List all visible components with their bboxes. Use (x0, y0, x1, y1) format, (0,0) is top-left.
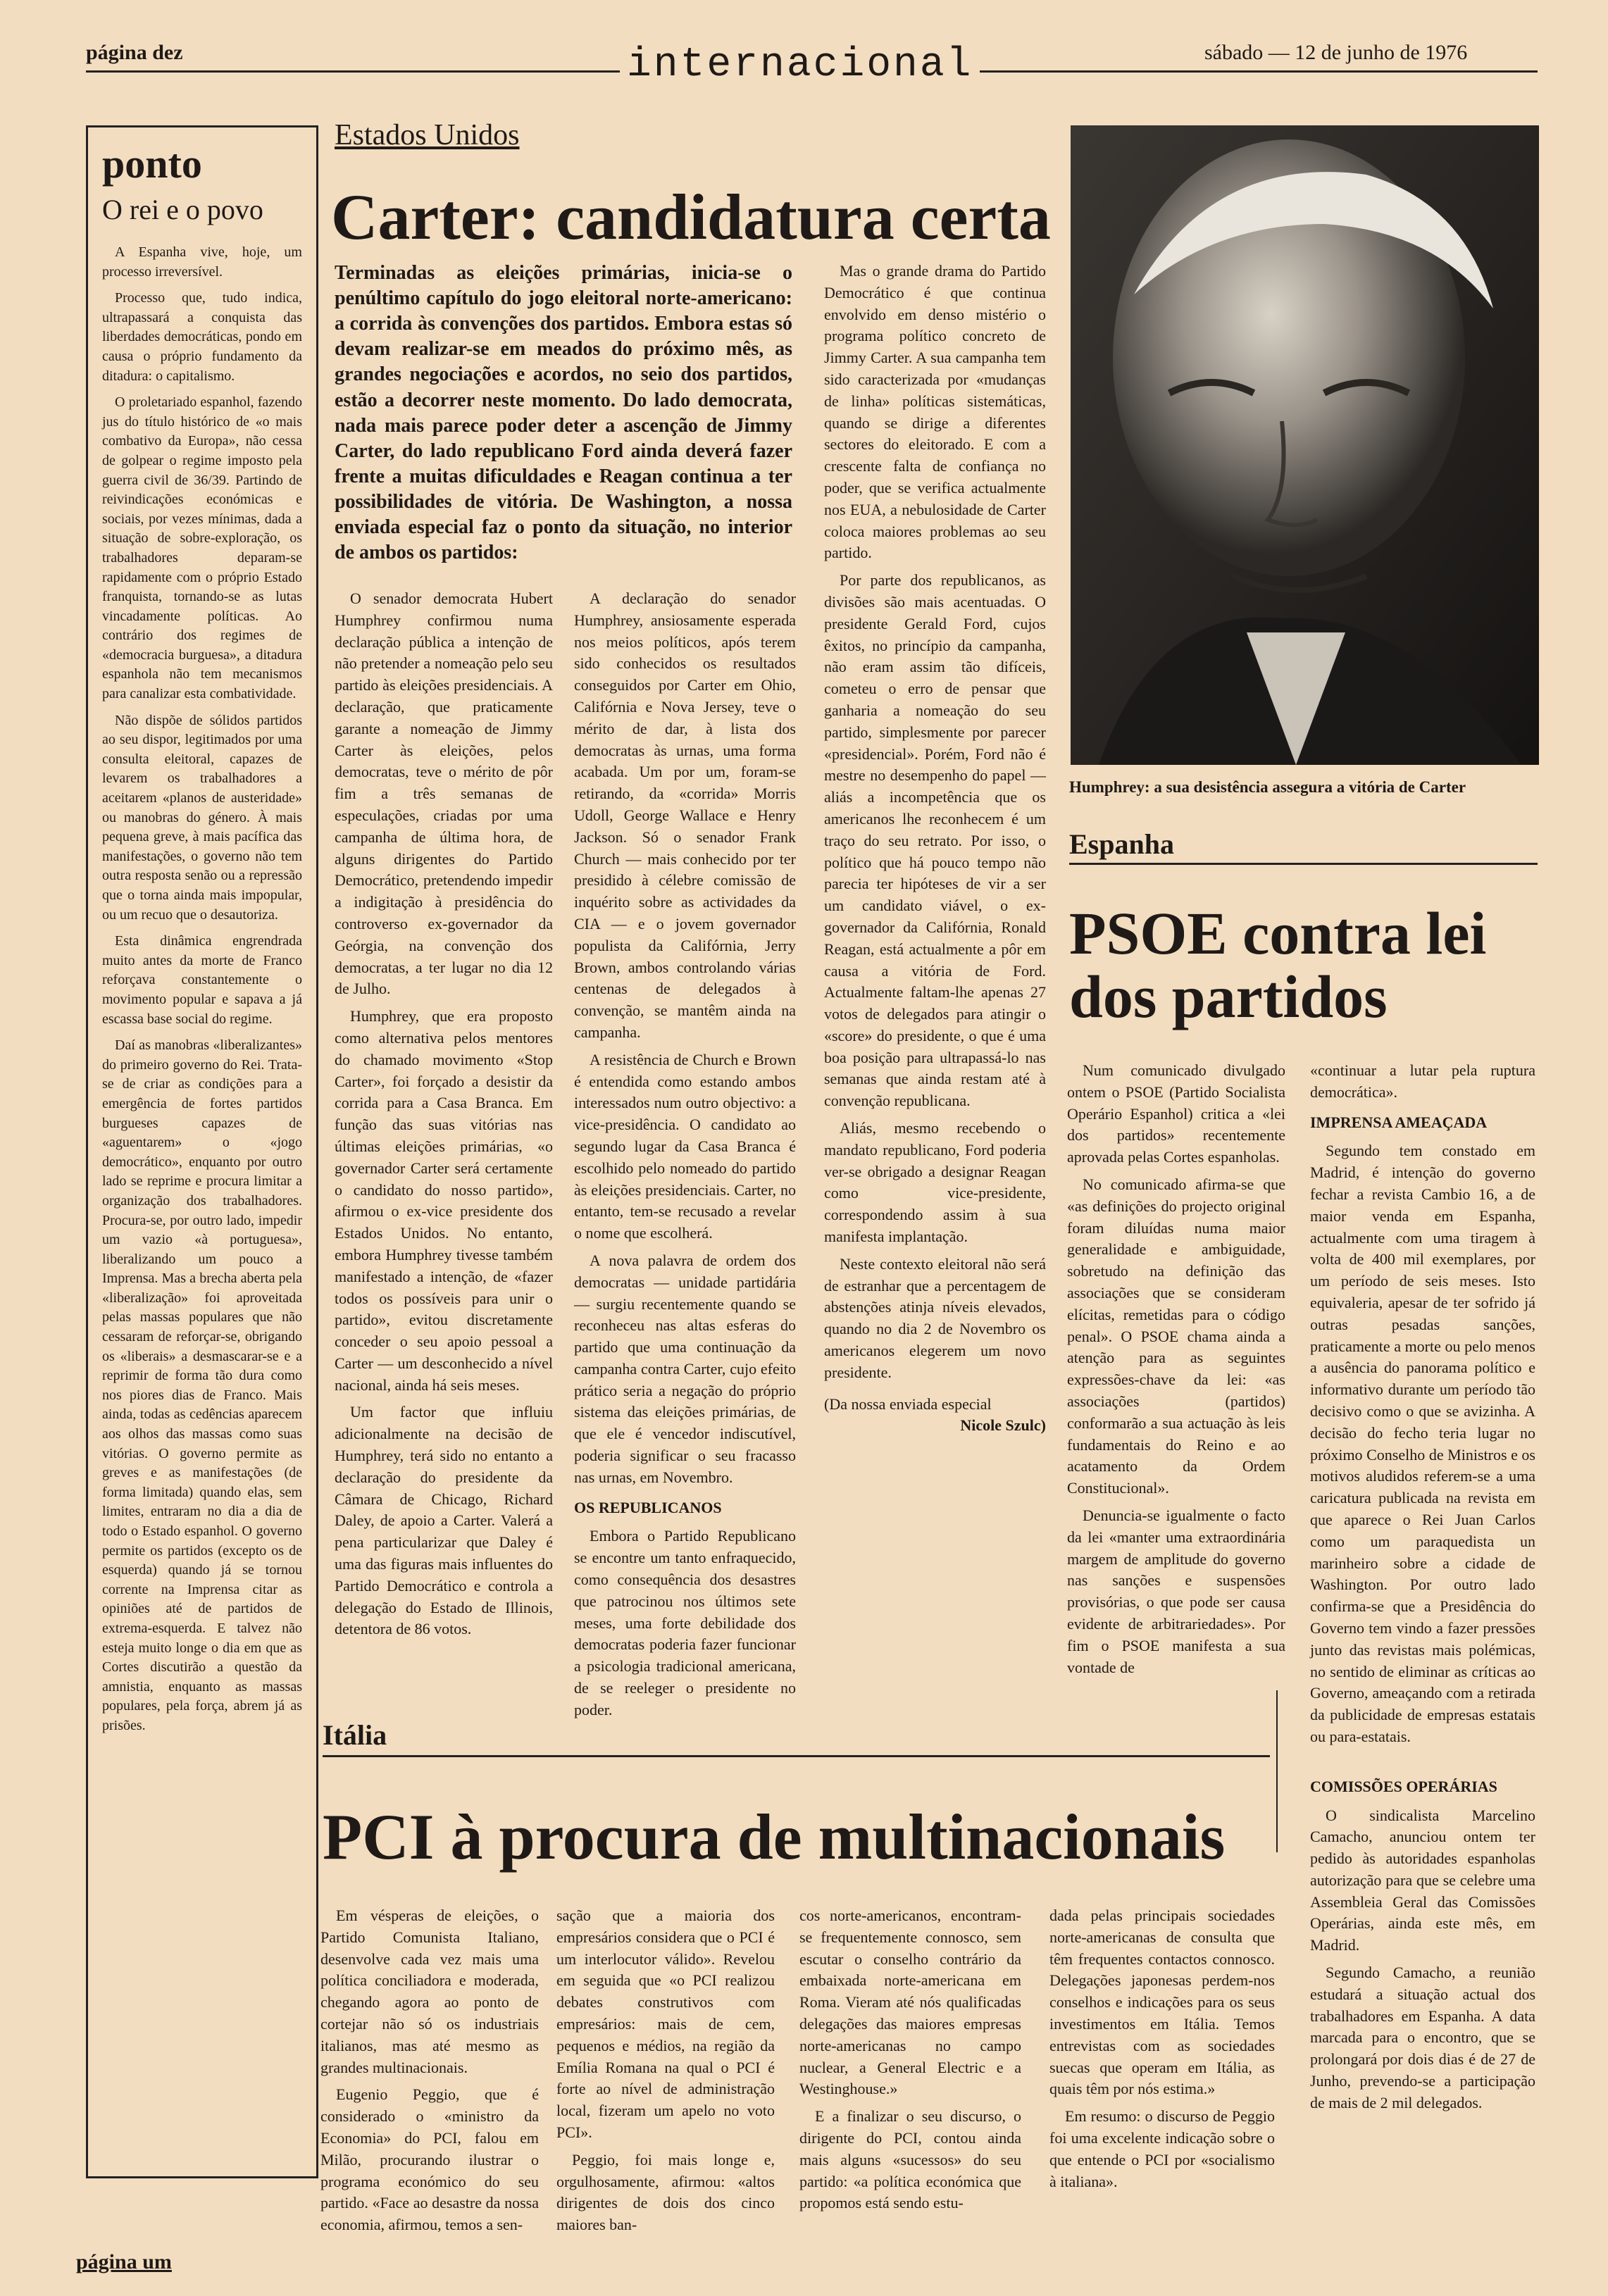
article-paragraph: Um factor que influiu adicionalmente na decisão de Humphrey, terá sido no entanto a declaração do presidente da Câmara de Chicago, Richard Daley, de apoio a Carter. Valerá a pena particularizar que Daley é uma das figuras mais influentes do Partido Democrático e controla a delegação do Estado de Illinois, detentora de 86 votos. (335, 1403, 553, 1638)
psoe-headline: PSOE contra lei dos partidos (1069, 899, 1487, 1031)
article-paragraph: Mas o grande drama do Partido Democrático é que continua envolvido em denso mistério o programa político concreto de Jimmy Carter. A sua campanha tem sido caracterizada por «mudanças de linha» políticas sistemáticas, quando se dirige a diferentes sectores do eleitorado. E com a crescente falta de confiança no poder, que se verifica actualmente nos EUA, a nebulosidade de Carter coloca maiores problemas ao seu partido. (824, 262, 1046, 562)
portrait-image (1071, 125, 1539, 765)
sidebar-ponto (86, 125, 318, 2178)
photo-caption: Humphrey: a sua desistência assegura a vitória de Carter (1069, 778, 1466, 796)
article-paragraph: O senador democrata Hubert Humphrey confirmou numa declaração pública a intenção de não pretender a nomeação pelo seu partido às eleições presidenciais. A declaração, que praticamente garante a nomeação de Jimmy Carter às eleições, pelos democratas, teve o mérito de pôr fim a três semanas de especulações, criadas por uma campanha de última hora, de alguns dirigentes do Partido Democrático, pretendendo impedir a indigitação à presidência do controverso ex-governador da Geórgia, na convenção dos democratas, a ter lugar no dia 12 de Julho. (335, 589, 553, 998)
article-paragraph: Eugenio Peggio, que é considerado o «ministro da Economia» do PCI, falou em Milão, procurando ilustrar o programa económico do seu partido. «Face ao desastre da nossa economia, afirmou, temos a sen- (320, 2085, 539, 2234)
section-heading: IMPRENSA AMEAÇADA (1310, 1113, 1488, 1131)
page-number: página dez (86, 41, 190, 65)
article-paragraph: dada pelas principais sociedades norte-americanas de consulta que têm frequentes contactos connosco. Delegações japonesas perdem-nos conselhos e indicações para os seus investimentos em Itália. Temos entrevistas com as sociedades suecas que operam em Itália, as quais têm por nós estima.» (1049, 1907, 1275, 2098)
carter-kicker: Estados Unidos (335, 119, 520, 151)
sidebar-paragraph: Não dispõe de sólidos partidos ao seu dispor, legitimados por uma consulta eleitoral, capazes de levarem os trabalhadores a aceitarem «planos de austeridade» ou manobras do género. À mais pequena greve, à mais pacífica das manifestações, o governo não tem outra resposta senão ou a repressão que o torna ainda mais impopular, ou um recuo que o desautoriza. (102, 712, 302, 923)
column-divider (1276, 1690, 1278, 1852)
article-paragraph: A resistência de Church e Brown é entendida como estando ambos interessados num outro objectivo: a vice-presidência. O candidato ao segundo lugar da Casa Branca é escolhido pelo nomeado do partido às eleições presidenciais. Carter, no entanto, tem-se recusado a revelar o nome que escolherá. (574, 1050, 796, 1242)
article-paragraph: cos norte-americanos, encontram-se frequentemente connosco, sem escutar o conselho contrário da embaixada norte-americana em Roma. Vieram até nós qualificadas delegações das maiores empresas norte-americanas no campo nuclear, a General Electric e a Westinghouse.» (799, 1907, 1021, 2098)
pci-headline: PCI à procura de multinacionais (323, 1801, 1226, 1873)
article-paragraph: Embora o Partido Republicano se encontre um tanto enfraquecido, como consequência dos desastres que patrocinou nos últimos sete meses, uma forte debilidade dos democratas poderia fazer funcionar a psicologia tradicional americana, de se reeleger o presidente no poder. (574, 1527, 796, 1718)
sidebar-paragraph: Esta dinâmica engrendrada muito antes da morte de Franco reforçava constantemente o movimento popular e sapava a já escassa base social do regime. (102, 933, 302, 1027)
article-paragraph: Humphrey, que era proposto como alternativa pelos mentores do chamado movimento «Stop Carter», foi forçado a desistir da corrida para a Casa Branca. Em função das suas vitórias nas últimas eleições primárias, «o governador Carter será certamente o candidato do nosso partido», afirmou o ex-vice presidente dos Estados Unidos. No entanto, embora Humphrey tivesse também manifestado a intenção, de «fazer todos os possíveis para unir o partido», evitou discretamente conceder o seu apoio pessoal a Carter — um desconhecido a nível nacional, ainda há seis meses. (335, 1007, 553, 1394)
psoe-column-2 (1310, 1060, 1535, 2120)
footer-page-link: página um (76, 2250, 172, 2273)
article-paragraph: A declaração do senador Humphrey, ansiosamente esperada nos meios políticos, após terem sido conhecidos os resultados conseguidos por Carter em Ohio, Califórnia e Nova Jersey, teve o mérito de dar, à lista dos democratas às urnas, uma forma acabada. Um por um, foram-se retirando, da «corrida» Morris Udoll, George Wallace e Henry Jackson. Só o senador Frank Church — mais conhecido por ter presidido à célebre comissão de inquérito sobre as actividades da CIA — e o jovem governador populista da Califórnia, Jerry Brown, ambos controlando várias centenas de delegados à convenção, se mantêm ainda na campanha. (574, 589, 796, 1041)
sidebar-title: ponto (102, 141, 202, 187)
article-paragraph: E a finalizar o seu discurso, o dirigente do PCI, contou ainda mais alguns «sucessos» do seu partido: «a política económica que propomos está sendo estu- (799, 2107, 1021, 2212)
article-paragraph: Denuncia-se igualmente o facto da lei «manter uma extraordinária margem de amplitude do governo nas sanções e suspensões provisórias, o que pode ser causa evidente de arbitrariedades». Por fim o PSOE manifesta a sua vontade de (1067, 1506, 1285, 1676)
sidebar-body (102, 243, 302, 1736)
article-paragraph: A nova palavra de ordem dos democratas — unidade partidária — surgiu recentemente quando se reconheceu nas altas esferas do partido que uma continuação da campanha contra Carter, cujo efeito prático seria a negação do próprio sistema das eleições primárias, de que ele é vencedor indiscutível, poderia significar o seu fracasso nas urnas, em Novembro. (574, 1251, 796, 1486)
article-paragraph: Em vésperas de eleições, o Partido Comunista Italiano, desenvolve cada vez mais uma política conciliadora e moderada, chegando agora ao ponto de cortejar não só os industriais italianos, mas até mesmo as grandes multinacionais. (320, 1907, 539, 2076)
pci-kicker: Itália (323, 1719, 387, 1751)
article-paragraph: Neste contexto eleitoral não será de estranhar que a percentagem de abstenções atinja níveis elevados, quando no dia 2 de Novembro os americanos elegerem um novo presidente. (824, 1254, 1046, 1381)
section-heading: OS REPUBLICANOS (574, 1498, 722, 1516)
psoe-rule (1069, 863, 1538, 865)
article-paragraph: sação que a maioria dos empresários considera que o PCI é um interlocutor válido». Revelou em seguida que «o PCI realizou debates construtivos com empresários: mais de cem, pequenos e médios, na região da Emília Romana na qual o PCI é forte ao nível de administração local, fizeram um apelo no voto PCI». (556, 1907, 775, 2141)
signature (824, 1394, 1046, 1435)
humphrey-photo (1071, 125, 1539, 765)
sidebar-paragraph: Daí as manobras «liberalizantes» do primeiro governo do Rei. Trata-se de criar as condições para a emergência de fortes partidos burgueses capazes de «aguentarem» o «jogo democrático», enquanto por outro lado se reprime e procura limitar a organização dos trabalhadores. Procura-se, por outro lado, impedir um vazio «à portuguesa», liberalizando um pouco a Imprensa. Mas a brecha aberta pela «liberalização» foi aproveitada pelas massas populares que não cessaram de reforçar-se, obrigando os «liberais» a desmascarar-se e a reprimir de forma tão dura como nos piores dias de Franco. Mais ainda, todas as cedências aparecem aos olhos das massas como suas vitórias. O governo permite as greves e as manifestações (de forma limitada) quando elas, sem limites, entraram no dia a dia de todo o Estado espanhol. O governo permite os partidos (excepto os de esquerda) quando já se tornou corrente na Imprensa citar as opiniões até de partidos de extrema-esquerda. E talvez não esteja muito longe o dia em que as Cortes discutirão a questão da amnistia, enquanto as massas populares, pela força, abrem já as prisões. (102, 1037, 302, 1733)
sidebar-paragraph: A Espanha vive, hoje, um processo irreversível. (102, 244, 302, 280)
carter-column-1 (335, 588, 553, 1646)
article-paragraph: Por parte dos republicanos, as divisões são mais acentuadas. O presidente Gerald Ford, cujos êxitos, no princípio da campanha, não eram assim tão difíceis, cometeu o erro de pensar que ganharia a nomeação do seu partido, simplesmente por parecer «presidencial». Porém, Ford não é mestre no desempenho do papel — aliás a incompetência que os americanos lhe reconhecem é um traço do seu retrato. Por isso, o político que há pouco tempo não parecia ter hipóteses de vir a ser um candidato viável, o ex-governador da Califórnia, Ronald Reagan, está actualmente a pôr em causa a vitória de Ford. Actualmente faltam-lhe apenas 27 votos de delegados para atingir o «score» do presidente, o que é uma boa posição para ultrapassá-lo nas semanas que ainda restam até à convenção republicana. (824, 571, 1046, 1110)
article-paragraph: Peggio, foi mais longe e, orgulhosamente, afirmou: «altos dirigentes de dois dos cinco maiores ban- (556, 2150, 775, 2234)
carter-column-3 (824, 261, 1046, 1437)
sidebar-subtitle: O rei e o povo (102, 194, 263, 225)
pci-column-3 (799, 1905, 1021, 2220)
article-paragraph: Em resumo: o discurso de Peggio foi uma excelente indicação sobre o que entende o PCI por «socialismo à italiana». (1049, 2107, 1275, 2190)
psoe-column-1 (1067, 1060, 1285, 1684)
signature-name: Nicole Szulc) (960, 1416, 1046, 1435)
section-heading: COMISSÕES OPERÁRIAS (1310, 1777, 1497, 1795)
pci-column-2 (556, 1905, 775, 2242)
article-paragraph: O sindicalista Marcelino Camacho, anunciou ontem ter pedido às autoridades espanholas autorização para que se celebre uma Assembleia Geral das Comissões Operárias, ainda este mês, em Madrid. (1310, 1806, 1535, 1954)
carter-lead: Terminadas as eleições primárias, inicia-se o penúltimo capítulo do jogo eleitoral norte-americano: a corrida às convenções dos partidos. Embora estas só devam realizar-se em meados do próximo mês, as grandes negociações e acordos, no seio dos partidos, estão a decorrer neste momento. Do lado democrata, nada mais parece poder deter a ascenção de Jimmy Carter, do lado republicano Ford ainda deverá fazer frente a muitas dificuldades e Reagan continua a ter possibilidades de vitória. De Washington, a nossa enviada especial faz o ponto da situação, no interior de ambos os partidos: (335, 262, 792, 564)
sidebar-paragraph: Processo que, tudo indica, ultrapassará a conquista das liberdades democráticas, pondo em causa o próprio fundamento da ditadura: o capitalismo. (102, 290, 302, 384)
section-title: internacional (620, 42, 980, 88)
article-paragraph: No comunicado afirma-se que «as definições do projecto original foram diluídas numa maior generalidade e ambiguidade, sobretudo na definição das associações que se consideram elícitas, remetidas para o código penal». O PSOE chama ainda a atenção para as seguintes expressões-chave da lei: «as associações (partidos) conformarão a sua actuação às leis fundamentais do Reino e ao acatamento da Ordem Constitucional». (1067, 1175, 1285, 1497)
article-paragraph: «continuar a lutar pela ruptura democrática». (1310, 1061, 1535, 1101)
pci-rule (323, 1755, 1270, 1757)
carter-headline: Carter: candidatura certa (331, 181, 1051, 253)
signature-line: (Da nossa enviada especial (824, 1395, 992, 1413)
carter-column-2 (574, 588, 796, 1727)
pci-column-1 (320, 1905, 539, 2242)
psoe-kicker: Espanha (1069, 828, 1174, 860)
page-date: sábado — 12 de junho de 1976 (1197, 41, 1474, 65)
pci-column-4 (1049, 1905, 1275, 2198)
article-paragraph: Num comunicado divulgado ontem o PSOE (Partido Socialista Operário Espanhol) critica a «lei dos partidos» recentemente aprovada pelas Cortes espanholas. (1067, 1061, 1285, 1166)
sidebar-paragraph: O proletariado espanhol, fazendo jus do título histórico de «o mais combativo da Europa», não cessa de golpear o regime imposto pela guerra civil de 36/39. Partindo de reivindicações económicas e sociais, por vezes mínimas, dada a situação de sobre-exploração, os trabalhadores deparam-se rapidamente com o próprio Estado franquista, tornando-se as lutas vincadamente políticas. Ao contrário dos regimes de «democracia burguesa», a ditadura espanhola não tem mecanismos para canalizar esta combatividade. (102, 394, 302, 702)
article-paragraph: Aliás, mesmo recebendo o mandato republicano, Ford poderia ver-se obrigado a designar Reagan como vice-presidente, correspondendo assim à sua manifesta implantação. (824, 1119, 1046, 1246)
article-paragraph: Segundo tem constado em Madrid, é intenção do governo fechar a revista Cambio 16, a de maior venda em Espanha, actualmente com uma tiragem à volta de 400 mil exemplares, por um período de seis meses. Isto equivaleria, apesar de ter sofrido já outras pesadas sanções, praticamente a morte ou pelo menos a ausência do panorama político e informativo durante um período tão decisivo como o que se avizinha. A decisão do fecho teria lugar no próximo Conselho de Ministros e os motivos aludidos referem-se a uma caricatura publicada na revista em que aparece o Rei Juan Carlos como um paraquedista un marinheiro sobre a cidade de Washington. Por outro lado confirma-se que a Presidência do Governo tem vindo a fazer pressões junto das revistas mais polémicas, no sentido de eliminar as críticas ao Governo, ameaçando com a retirada da publicidade de empresas estatais ou para-estatais. (1310, 1142, 1535, 1745)
article-paragraph: Segundo Camacho, a reunião estudará a situação actual dos trabalhadores em Espanha. A data marcada para o encontro, que se prolongará por dois dias é de 27 de Junho, prevendo-se a participação de mais de 2 mil delegados. (1310, 1964, 1535, 2111)
